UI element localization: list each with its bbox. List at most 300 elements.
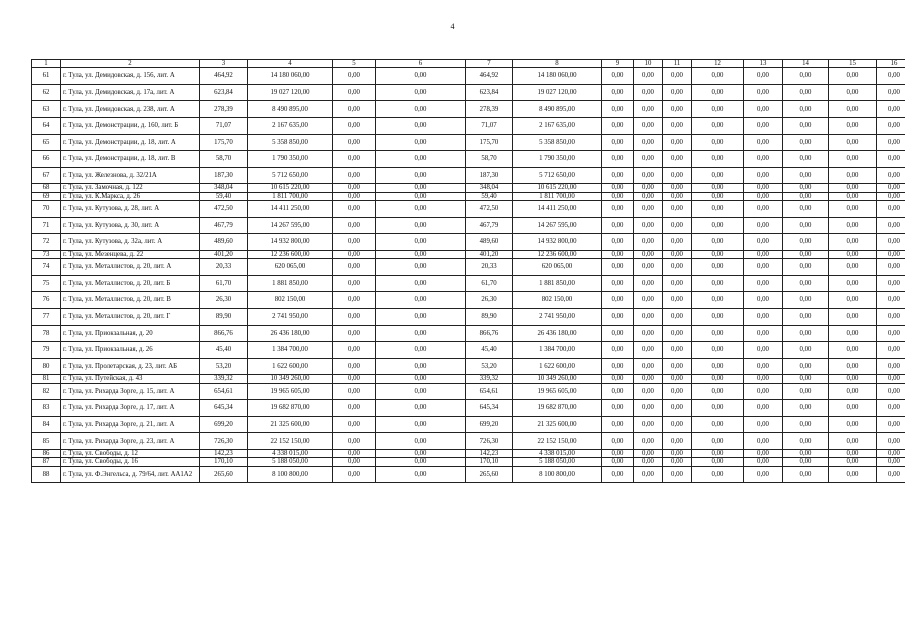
col5-value: 0,00 (333, 217, 376, 234)
col5-value: 0,00 (333, 375, 376, 383)
row-number: 88 (32, 466, 61, 483)
object-address: г. Тула, ул. Металлистов, д. 20, лит. Б (61, 275, 200, 292)
col13-value: 0,00 (744, 375, 783, 383)
col11-value: 0,00 (663, 292, 692, 309)
col10-value: 0,00 (634, 358, 663, 375)
col13-value: 0,00 (744, 250, 783, 258)
col9-value: 0,00 (602, 68, 634, 85)
area-value: 58,70 (200, 151, 248, 168)
cost2-value: 8 100 800,00 (513, 466, 602, 483)
area-value: 278,39 (200, 101, 248, 118)
col12-value: 0,00 (692, 217, 744, 234)
col5-value: 0,00 (333, 358, 376, 375)
col16-value: 0,00 (877, 259, 905, 276)
col14-value: 0,00 (783, 134, 829, 151)
col12-value: 0,00 (692, 201, 744, 218)
col5-value: 0,00 (333, 308, 376, 325)
area-value: 59,40 (200, 192, 248, 200)
col11-value: 0,00 (663, 259, 692, 276)
col12-value: 0,00 (692, 325, 744, 342)
col16-value: 0,00 (877, 134, 905, 151)
cost-value: 620 065,00 (248, 259, 333, 276)
col13-value: 0,00 (744, 134, 783, 151)
object-address: г. Тула, ул. Железнова, д. 32/21А (61, 167, 200, 184)
cost-value: 8 490 895,00 (248, 101, 333, 118)
col16-value: 0,00 (877, 201, 905, 218)
object-address: г. Тула, ул. Демонстрации, д. 18, лит. В (61, 151, 200, 168)
col9-value: 0,00 (602, 325, 634, 342)
col15-value: 0,00 (829, 275, 877, 292)
column-number-header: 11 (663, 60, 692, 68)
col14-value: 0,00 (783, 433, 829, 450)
table-row (32, 259, 905, 276)
col14-value: 0,00 (783, 400, 829, 417)
col16-value: 0,00 (877, 118, 905, 135)
col10-value: 0,00 (634, 458, 663, 466)
col9-value: 0,00 (602, 101, 634, 118)
object-address: г. Тула, ул. Кутузова, д. 28, лит. А (61, 201, 200, 218)
area2-value: 71,07 (466, 118, 513, 135)
area-value: 265,60 (200, 466, 248, 483)
col10-value: 0,00 (634, 416, 663, 433)
col16-value: 0,00 (877, 375, 905, 383)
area2-value: 699,20 (466, 416, 513, 433)
col16-value: 0,00 (877, 217, 905, 234)
col5-value: 0,00 (333, 201, 376, 218)
col5-value: 0,00 (333, 184, 376, 192)
col10-value: 0,00 (634, 201, 663, 218)
row-number: 69 (32, 192, 61, 200)
col13-value: 0,00 (744, 84, 783, 101)
col13-value: 0,00 (744, 118, 783, 135)
area2-value: 20,33 (466, 259, 513, 276)
col15-value: 0,00 (829, 433, 877, 450)
col10-value: 0,00 (634, 101, 663, 118)
area-value: 645,34 (200, 400, 248, 417)
area2-value: 464,92 (466, 68, 513, 85)
cost2-value: 4 338 015,00 (513, 449, 602, 457)
object-address: г. Тула, ул. Ф.Энгельса, д. 79/64, лит. АА1А2 (61, 466, 200, 483)
object-address: г. Тула, ул. Рихарда Зорге, д. 21, лит. А (61, 416, 200, 433)
table-row (32, 151, 905, 168)
col6-value: 0,00 (376, 217, 466, 234)
cost-value: 1 790 350,00 (248, 151, 333, 168)
area-value: 142,23 (200, 449, 248, 457)
area2-value: 467,79 (466, 217, 513, 234)
cost2-value: 26 436 180,00 (513, 325, 602, 342)
row-number: 75 (32, 275, 61, 292)
col14-value: 0,00 (783, 308, 829, 325)
col16-value: 0,00 (877, 400, 905, 417)
cost2-value: 1 811 700,00 (513, 192, 602, 200)
col6-value: 0,00 (376, 358, 466, 375)
area2-value: 59,40 (466, 192, 513, 200)
col14-value: 0,00 (783, 375, 829, 383)
cost2-value: 14 267 595,00 (513, 217, 602, 234)
col11-value: 0,00 (663, 184, 692, 192)
col15-value: 0,00 (829, 118, 877, 135)
area2-value: 175,70 (466, 134, 513, 151)
cost-value: 1 881 850,00 (248, 275, 333, 292)
object-address: г. Тула, ул. Кутузова, д. 30, лит. А (61, 217, 200, 234)
object-address: г. Тула, ул. Путейская, д. 43 (61, 375, 200, 383)
cost2-value: 802 150,00 (513, 292, 602, 309)
col11-value: 0,00 (663, 433, 692, 450)
col15-value: 0,00 (829, 458, 877, 466)
area-value: 866,76 (200, 325, 248, 342)
col6-value: 0,00 (376, 342, 466, 359)
col11-value: 0,00 (663, 84, 692, 101)
col16-value: 0,00 (877, 433, 905, 450)
col6-value: 0,00 (376, 184, 466, 192)
col6-value: 0,00 (376, 383, 466, 400)
col15-value: 0,00 (829, 325, 877, 342)
cost-value: 19 027 120,00 (248, 84, 333, 101)
col9-value: 0,00 (602, 400, 634, 417)
col13-value: 0,00 (744, 400, 783, 417)
col15-value: 0,00 (829, 134, 877, 151)
column-number-header: 4 (248, 60, 333, 68)
col10-value: 0,00 (634, 259, 663, 276)
cost2-value: 1 384 700,00 (513, 342, 602, 359)
column-number-header: 5 (333, 60, 376, 68)
object-address: г. Тула, ул. Металлистов, д. 20, лит. В (61, 292, 200, 309)
col16-value: 0,00 (877, 358, 905, 375)
col10-value: 0,00 (634, 449, 663, 457)
col10-value: 0,00 (634, 250, 663, 258)
table-row (32, 217, 905, 234)
col14-value: 0,00 (783, 201, 829, 218)
object-address: г. Тула, ул. Демидовская, д. 238, лит. А (61, 101, 200, 118)
col11-value: 0,00 (663, 449, 692, 457)
table-row (32, 325, 905, 342)
object-address: г. Тула, ул. Кутузова, д. 32а, лит. А (61, 234, 200, 251)
col15-value: 0,00 (829, 250, 877, 258)
col10-value: 0,00 (634, 325, 663, 342)
col6-value: 0,00 (376, 416, 466, 433)
cost2-value: 19 682 870,00 (513, 400, 602, 417)
object-address: г. Тула, ул. Рихарда Зорге, д. 23, лит. А (61, 433, 200, 450)
col15-value: 0,00 (829, 101, 877, 118)
column-number-header: 12 (692, 60, 744, 68)
col16-value: 0,00 (877, 466, 905, 483)
table-row (32, 308, 905, 325)
col15-value: 0,00 (829, 84, 877, 101)
object-address: г. Тула, ул. Замочная, д. 122 (61, 184, 200, 192)
col15-value: 0,00 (829, 466, 877, 483)
col9-value: 0,00 (602, 201, 634, 218)
col12-value: 0,00 (692, 118, 744, 135)
register-table (31, 59, 905, 483)
area2-value: 61,70 (466, 275, 513, 292)
col6-value: 0,00 (376, 433, 466, 450)
area2-value: 170,10 (466, 458, 513, 466)
area-value: 45,40 (200, 342, 248, 359)
area-value: 348,04 (200, 184, 248, 192)
table-row (32, 250, 905, 258)
cost2-value: 22 152 150,00 (513, 433, 602, 450)
object-address: г. Тула, ул. Демидовская, д. 17а, лит. А (61, 84, 200, 101)
col5-value: 0,00 (333, 250, 376, 258)
col14-value: 0,00 (783, 383, 829, 400)
column-number-row (32, 60, 905, 68)
object-address: г. Тула, ул. Рихарда Зорге, д. 17, лит. А (61, 400, 200, 417)
col6-value: 0,00 (376, 68, 466, 85)
row-number: 71 (32, 217, 61, 234)
col15-value: 0,00 (829, 68, 877, 85)
col11-value: 0,00 (663, 234, 692, 251)
table-row (32, 375, 905, 383)
area2-value: 866,76 (466, 325, 513, 342)
col13-value: 0,00 (744, 308, 783, 325)
col12-value: 0,00 (692, 383, 744, 400)
area-value: 53,20 (200, 358, 248, 375)
area2-value: 53,20 (466, 358, 513, 375)
column-number-header: 16 (877, 60, 905, 68)
row-number: 72 (32, 234, 61, 251)
col9-value: 0,00 (602, 358, 634, 375)
col5-value: 0,00 (333, 192, 376, 200)
col15-value: 0,00 (829, 184, 877, 192)
cost-value: 4 338 015,00 (248, 449, 333, 457)
cost2-value: 8 490 895,00 (513, 101, 602, 118)
col6-value: 0,00 (376, 201, 466, 218)
col13-value: 0,00 (744, 234, 783, 251)
row-number: 67 (32, 167, 61, 184)
col6-value: 0,00 (376, 400, 466, 417)
col11-value: 0,00 (663, 118, 692, 135)
col11-value: 0,00 (663, 192, 692, 200)
col15-value: 0,00 (829, 358, 877, 375)
row-number: 62 (32, 84, 61, 101)
col15-value: 0,00 (829, 292, 877, 309)
col9-value: 0,00 (602, 250, 634, 258)
col10-value: 0,00 (634, 342, 663, 359)
col10-value: 0,00 (634, 292, 663, 309)
col9-value: 0,00 (602, 458, 634, 466)
col12-value: 0,00 (692, 134, 744, 151)
table-row (32, 234, 905, 251)
object-address: г. Тула, ул. Демонстрации, д. 18, лит. А (61, 134, 200, 151)
col15-value: 0,00 (829, 151, 877, 168)
area2-value: 489,60 (466, 234, 513, 251)
col13-value: 0,00 (744, 201, 783, 218)
table-row (32, 458, 905, 466)
col13-value: 0,00 (744, 342, 783, 359)
col11-value: 0,00 (663, 342, 692, 359)
cost-value: 5 358 850,00 (248, 134, 333, 151)
col14-value: 0,00 (783, 325, 829, 342)
area2-value: 265,60 (466, 466, 513, 483)
col6-value: 0,00 (376, 375, 466, 383)
row-number: 64 (32, 118, 61, 135)
area2-value: 187,30 (466, 167, 513, 184)
object-address: г. Тула, ул. Металлистов, д. 20, лит. А (61, 259, 200, 276)
col6-value: 0,00 (376, 250, 466, 258)
column-number-header: 10 (634, 60, 663, 68)
col12-value: 0,00 (692, 275, 744, 292)
col5-value: 0,00 (333, 325, 376, 342)
row-number: 65 (32, 134, 61, 151)
col10-value: 0,00 (634, 184, 663, 192)
area-value: 89,90 (200, 308, 248, 325)
cost2-value: 14 180 060,00 (513, 68, 602, 85)
row-number: 73 (32, 250, 61, 258)
col12-value: 0,00 (692, 449, 744, 457)
col5-value: 0,00 (333, 416, 376, 433)
object-address: г. Тула, ул. Приокзальная, д. 26 (61, 342, 200, 359)
table-row (32, 416, 905, 433)
col10-value: 0,00 (634, 383, 663, 400)
col5-value: 0,00 (333, 275, 376, 292)
col5-value: 0,00 (333, 101, 376, 118)
table-row (32, 275, 905, 292)
column-number-header: 3 (200, 60, 248, 68)
col15-value: 0,00 (829, 449, 877, 457)
column-number-header: 2 (61, 60, 200, 68)
object-address: г. Тула, ул. Демидовская, д. 156, лит. А (61, 68, 200, 85)
col5-value: 0,00 (333, 234, 376, 251)
cost-value: 5 188 050,00 (248, 458, 333, 466)
area-value: 464,92 (200, 68, 248, 85)
column-number-header: 14 (783, 60, 829, 68)
col12-value: 0,00 (692, 234, 744, 251)
row-number: 66 (32, 151, 61, 168)
col12-value: 0,00 (692, 184, 744, 192)
row-number: 81 (32, 375, 61, 383)
table-row (32, 201, 905, 218)
col15-value: 0,00 (829, 167, 877, 184)
col9-value: 0,00 (602, 192, 634, 200)
col12-value: 0,00 (692, 308, 744, 325)
col10-value: 0,00 (634, 68, 663, 85)
col6-value: 0,00 (376, 466, 466, 483)
area2-value: 654,61 (466, 383, 513, 400)
col13-value: 0,00 (744, 217, 783, 234)
col9-value: 0,00 (602, 259, 634, 276)
col6-value: 0,00 (376, 192, 466, 200)
table-row (32, 167, 905, 184)
area2-value: 26,30 (466, 292, 513, 309)
col12-value: 0,00 (692, 167, 744, 184)
col5-value: 0,00 (333, 433, 376, 450)
area2-value: 89,90 (466, 308, 513, 325)
row-number: 74 (32, 259, 61, 276)
cost2-value: 1 881 850,00 (513, 275, 602, 292)
col5-value: 0,00 (333, 118, 376, 135)
area-value: 175,70 (200, 134, 248, 151)
cost2-value: 5 188 050,00 (513, 458, 602, 466)
table-row (32, 342, 905, 359)
col11-value: 0,00 (663, 375, 692, 383)
col16-value: 0,00 (877, 275, 905, 292)
cost-value: 12 236 600,00 (248, 250, 333, 258)
col13-value: 0,00 (744, 458, 783, 466)
col13-value: 0,00 (744, 275, 783, 292)
col12-value: 0,00 (692, 342, 744, 359)
col9-value: 0,00 (602, 167, 634, 184)
object-address: г. Тула, ул. Приокзальная, д. 20 (61, 325, 200, 342)
area-value: 654,61 (200, 383, 248, 400)
col9-value: 0,00 (602, 416, 634, 433)
row-number: 79 (32, 342, 61, 359)
col15-value: 0,00 (829, 416, 877, 433)
object-address: г. Тула, ул. Демонстрации, д. 160, лит. Б (61, 118, 200, 135)
area2-value: 623,84 (466, 84, 513, 101)
col6-value: 0,00 (376, 275, 466, 292)
col16-value: 0,00 (877, 416, 905, 433)
cost-value: 14 267 595,00 (248, 217, 333, 234)
col16-value: 0,00 (877, 192, 905, 200)
col12-value: 0,00 (692, 458, 744, 466)
area2-value: 726,30 (466, 433, 513, 450)
col9-value: 0,00 (602, 449, 634, 457)
col6-value: 0,00 (376, 308, 466, 325)
cost2-value: 14 932 800,00 (513, 234, 602, 251)
cost-value: 10 615 220,00 (248, 184, 333, 192)
col9-value: 0,00 (602, 292, 634, 309)
cost-value: 14 180 060,00 (248, 68, 333, 85)
area-value: 699,20 (200, 416, 248, 433)
table-row (32, 68, 905, 85)
col15-value: 0,00 (829, 342, 877, 359)
cost2-value: 14 411 250,00 (513, 201, 602, 218)
page-number: 4 (450, 22, 455, 31)
col16-value: 0,00 (877, 383, 905, 400)
col14-value: 0,00 (783, 466, 829, 483)
col15-value: 0,00 (829, 234, 877, 251)
column-number-header: 8 (513, 60, 602, 68)
col14-value: 0,00 (783, 458, 829, 466)
area2-value: 339,32 (466, 375, 513, 383)
cost-value: 19 965 605,00 (248, 383, 333, 400)
col13-value: 0,00 (744, 167, 783, 184)
cost-value: 19 682 870,00 (248, 400, 333, 417)
col6-value: 0,00 (376, 292, 466, 309)
table-row (32, 101, 905, 118)
col12-value: 0,00 (692, 400, 744, 417)
area-value: 623,84 (200, 84, 248, 101)
col13-value: 0,00 (744, 416, 783, 433)
table-row (32, 400, 905, 417)
col5-value: 0,00 (333, 383, 376, 400)
cost-value: 802 150,00 (248, 292, 333, 309)
area-value: 61,70 (200, 275, 248, 292)
row-number: 63 (32, 101, 61, 118)
col15-value: 0,00 (829, 192, 877, 200)
col15-value: 0,00 (829, 400, 877, 417)
col10-value: 0,00 (634, 433, 663, 450)
col6-value: 0,00 (376, 84, 466, 101)
table-row (32, 292, 905, 309)
area2-value: 348,04 (466, 184, 513, 192)
row-number: 86 (32, 449, 61, 457)
cost-value: 22 152 150,00 (248, 433, 333, 450)
cost-value: 1 384 700,00 (248, 342, 333, 359)
col13-value: 0,00 (744, 192, 783, 200)
col12-value: 0,00 (692, 151, 744, 168)
area2-value: 58,70 (466, 151, 513, 168)
col12-value: 0,00 (692, 101, 744, 118)
col16-value: 0,00 (877, 167, 905, 184)
col5-value: 0,00 (333, 400, 376, 417)
area-value: 339,32 (200, 375, 248, 383)
col9-value: 0,00 (602, 308, 634, 325)
col11-value: 0,00 (663, 358, 692, 375)
cost-value: 1 622 600,00 (248, 358, 333, 375)
col9-value: 0,00 (602, 466, 634, 483)
cost2-value: 10 615 220,00 (513, 184, 602, 192)
